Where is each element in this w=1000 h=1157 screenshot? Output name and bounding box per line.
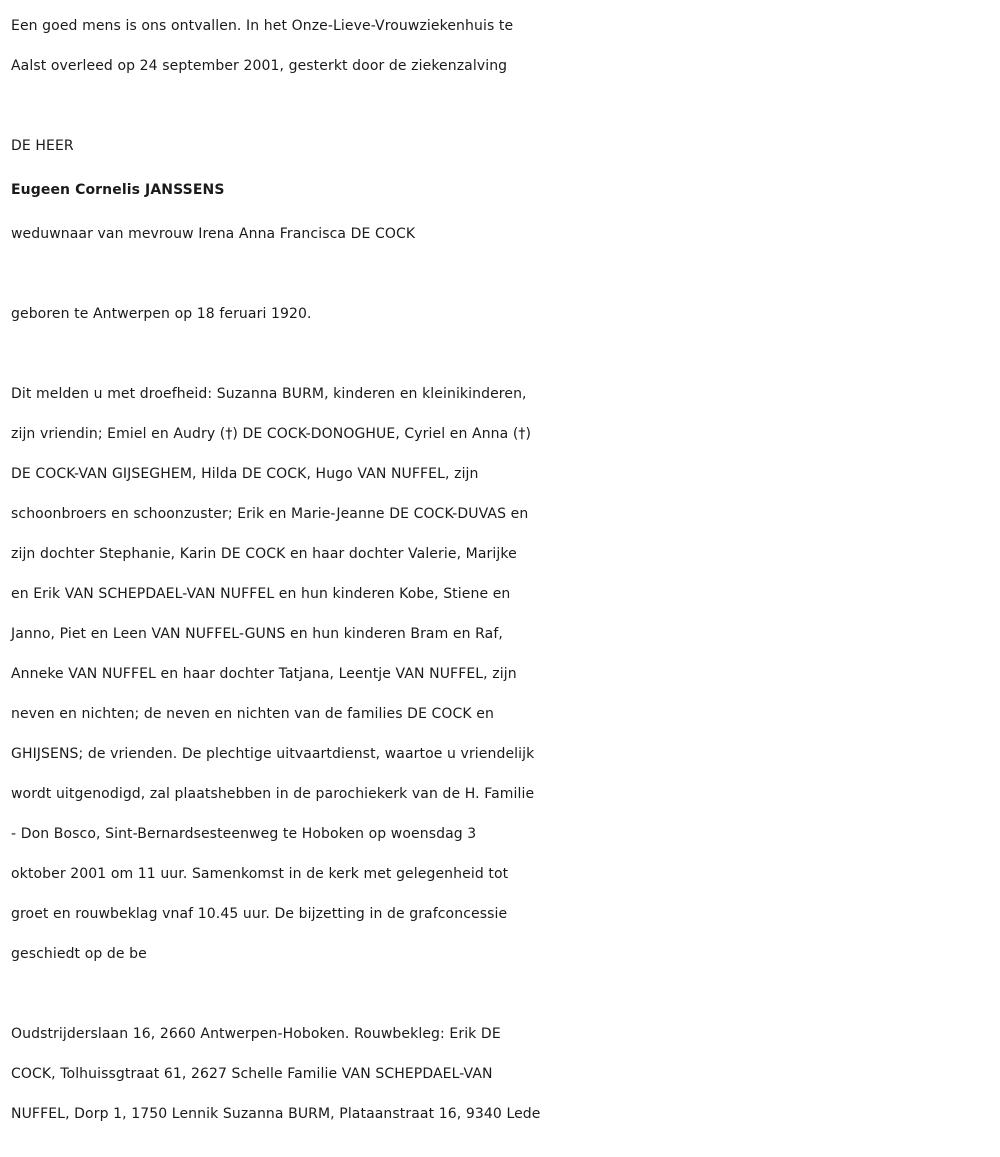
announcement-line: DE COCK-VAN GIJSEGHEM, Hilda DE COCK, Hugo VAN NUFFEL, zijn — [11, 466, 479, 482]
obituary-notice — [11, 6, 991, 1134]
announcement-line: oktober 2001 om 11 uur. Samenkomst in de kerk met gelegenheid tot — [11, 866, 509, 882]
announcement-line: - Don Bosco, Sint-Bernardsesteenweg te Hoboken op woensdag 3 — [11, 826, 477, 842]
address-line: NUFFEL, Dorp 1, 1750 Lennik Suzanna BURM, Plataanstraat 16, 9340 Lede — [11, 1106, 541, 1122]
announcement-line: zijn vriendin; Emiel en Audry (†) DE COCK-DONOGHUE, Cyriel en Anna (†) — [11, 426, 532, 442]
spacer — [11, 334, 991, 374]
intro-line: Aalst overleed op 24 september 2001, gesterkt door de ziekenzalving — [11, 58, 508, 74]
announcement-line: Dit melden u met droefheid: Suzanna BURM, kinderen en kleinikinderen, — [11, 386, 527, 402]
honorific-title: DE HEER — [11, 138, 74, 154]
birth-line: geboren te Antwerpen op 18 feruari 1920. — [11, 306, 312, 322]
intro-paragraph — [11, 6, 991, 86]
announcement-line: Janno, Piet en Leen VAN NUFFEL-GUNS en hun kinderen Bram en Raf, — [11, 626, 503, 642]
announcement-line: groet en rouwbeklag vnaf 10.45 uur. De bijzetting in de grafconcessie — [11, 906, 508, 922]
spacer — [11, 86, 991, 126]
address-line: COCK, Tolhuissgtraat 61, 2627 Schelle Familie VAN SCHEPDAEL-VAN — [11, 1066, 493, 1082]
announcement-line: wordt uitgenodigd, zal plaatshebben in de parochiekerk van de H. Familie — [11, 786, 535, 802]
announcement-line: geschiedt op de be — [11, 946, 147, 962]
spacer — [11, 254, 991, 294]
announcement-line: neven en nichten; de neven en nichten van de families DE COCK en — [11, 706, 494, 722]
announcement-line: Anneke VAN NUFFEL en haar dochter Tatjana, Leentje VAN NUFFEL, zijn — [11, 666, 517, 682]
widower-line: weduwnaar van mevrouw Irena Anna Francisca DE COCK — [11, 226, 416, 242]
announcement-paragraph — [11, 374, 991, 974]
announcement-line: zijn dochter Stephanie, Karin DE COCK en haar dochter Valerie, Marijke — [11, 546, 517, 562]
addresses-paragraph — [11, 1014, 991, 1134]
deceased-name: Eugeen Cornelis JANSSENS — [11, 182, 225, 198]
announcement-line: schoonbroers en schoonzuster; Erik en Marie-Jeanne DE COCK-DUVAS en — [11, 506, 529, 522]
spacer — [11, 974, 991, 1014]
address-line: Oudstrijderslaan 16, 2660 Antwerpen-Hoboken. Rouwbekleg: Erik DE — [11, 1026, 501, 1042]
announcement-line: en Erik VAN SCHEPDAEL-VAN NUFFEL en hun kinderen Kobe, Stiene en — [11, 586, 511, 602]
announcement-line: GHIJSENS; de vrienden. De plechtige uitvaartdienst, waartoe u vriendelijk — [11, 746, 535, 762]
intro-line: Een goed mens is ons ontvallen. In het Onze-Lieve-Vrouwziekenhuis te — [11, 18, 514, 34]
